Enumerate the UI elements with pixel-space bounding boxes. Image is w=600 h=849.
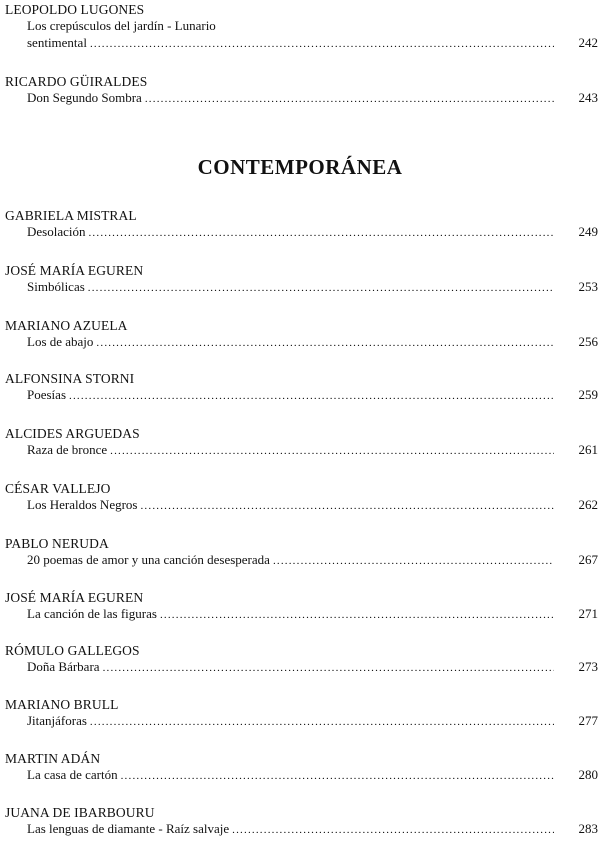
toc-leader-line <box>27 713 598 729</box>
dot-leader <box>160 607 554 623</box>
toc-entry <box>5 74 598 106</box>
author-name: MARIANO AZUELA <box>5 318 128 333</box>
page-number: 273 <box>578 659 598 674</box>
work-title-line: Los crepúsculos del jardín - Lunario <box>27 18 216 33</box>
author-name: RÓMULO GALLEGOS <box>5 643 140 658</box>
toc-entry <box>5 371 598 403</box>
dot-leader <box>232 822 554 838</box>
toc-entry <box>5 643 598 675</box>
toc-entry <box>5 590 598 622</box>
toc-leader-line <box>27 606 598 622</box>
toc-leader-line <box>27 552 598 568</box>
author-name: MARTIN ADÁN <box>5 751 101 766</box>
dot-leader <box>88 280 554 296</box>
dot-leader <box>103 660 554 676</box>
dot-leader <box>140 498 554 514</box>
toc-leader-line <box>27 442 598 458</box>
work-title: La casa de cartón <box>27 767 118 782</box>
author-name: PABLO NERUDA <box>5 536 109 551</box>
work-title: Las lenguas de diamante - Raíz salvaje <box>27 821 230 836</box>
page-number: 262 <box>578 497 598 512</box>
work-title: sentimental <box>27 35 87 50</box>
author-name: JOSÉ MARÍA EGUREN <box>5 263 144 278</box>
toc-leader-line <box>27 387 598 403</box>
toc-entry <box>5 805 598 837</box>
page-number: 253 <box>578 279 598 294</box>
work-title: Los de abajo <box>27 334 94 349</box>
author-name: JOSÉ MARÍA EGUREN <box>5 590 144 605</box>
dot-leader <box>69 388 554 404</box>
toc-entry <box>5 697 598 729</box>
toc-leader-line <box>27 90 598 106</box>
work-title: Doña Bárbara <box>27 659 100 674</box>
work-title: Los Heraldos Negros <box>27 497 138 512</box>
toc-leader-line <box>27 224 598 240</box>
toc-entry <box>5 481 598 513</box>
toc-entry <box>5 751 598 783</box>
author-name: JUANA DE IBARBOURU <box>5 805 155 820</box>
toc-entry <box>5 426 598 458</box>
page-number: 242 <box>578 35 598 50</box>
dot-leader <box>145 91 554 107</box>
author-name: CÉSAR VALLEJO <box>5 481 111 496</box>
dot-leader <box>90 714 554 730</box>
page-number: 261 <box>578 442 598 457</box>
page-number: 249 <box>578 224 598 239</box>
author-name: RICARDO GÜIRALDES <box>5 74 148 89</box>
toc-entry <box>5 2 598 51</box>
toc-leader-line <box>27 35 598 51</box>
page-number: 280 <box>578 767 598 782</box>
page-number: 277 <box>578 713 598 728</box>
dot-leader <box>90 36 554 52</box>
toc-leader-line <box>27 659 598 675</box>
dot-leader <box>96 335 554 351</box>
work-title: Simbólicas <box>27 279 85 294</box>
dot-leader <box>110 443 554 459</box>
dot-leader <box>88 225 554 241</box>
section-heading: CONTEMPORÁNEA <box>197 155 403 179</box>
work-title: Jitanjáforas <box>27 713 87 728</box>
author-name: ALFONSINA STORNI <box>5 371 135 386</box>
work-title: Don Segundo Sombra <box>27 90 142 105</box>
work-title: Desolación <box>27 224 86 239</box>
toc-leader-line <box>27 497 598 513</box>
dot-leader <box>273 553 554 569</box>
author-name: GABRIELA MISTRAL <box>5 208 137 223</box>
dot-leader <box>121 768 554 784</box>
page-number: 243 <box>578 90 598 105</box>
work-title: La canción de las figuras <box>27 606 157 621</box>
page-number: 267 <box>578 552 598 567</box>
toc-entry <box>5 208 598 240</box>
toc-entry <box>5 318 598 350</box>
page-number: 283 <box>578 821 598 836</box>
work-title: Raza de bronce <box>27 442 108 457</box>
toc-leader-line <box>27 334 598 350</box>
toc-entry <box>5 536 598 568</box>
author-name: MARIANO BRULL <box>5 697 119 712</box>
page-number: 259 <box>578 387 598 402</box>
toc-leader-line <box>27 821 598 837</box>
work-title: Poesías <box>27 387 66 402</box>
toc-entry <box>5 263 598 295</box>
author-name: LEOPOLDO LUGONES <box>5 2 145 17</box>
toc-leader-line <box>27 279 598 295</box>
page-number: 256 <box>578 334 598 349</box>
author-name: ALCIDES ARGUEDAS <box>5 426 140 441</box>
page-number: 271 <box>578 606 598 621</box>
toc-leader-line <box>27 767 598 783</box>
work-title: 20 poemas de amor y una canción desesperada <box>27 552 270 567</box>
